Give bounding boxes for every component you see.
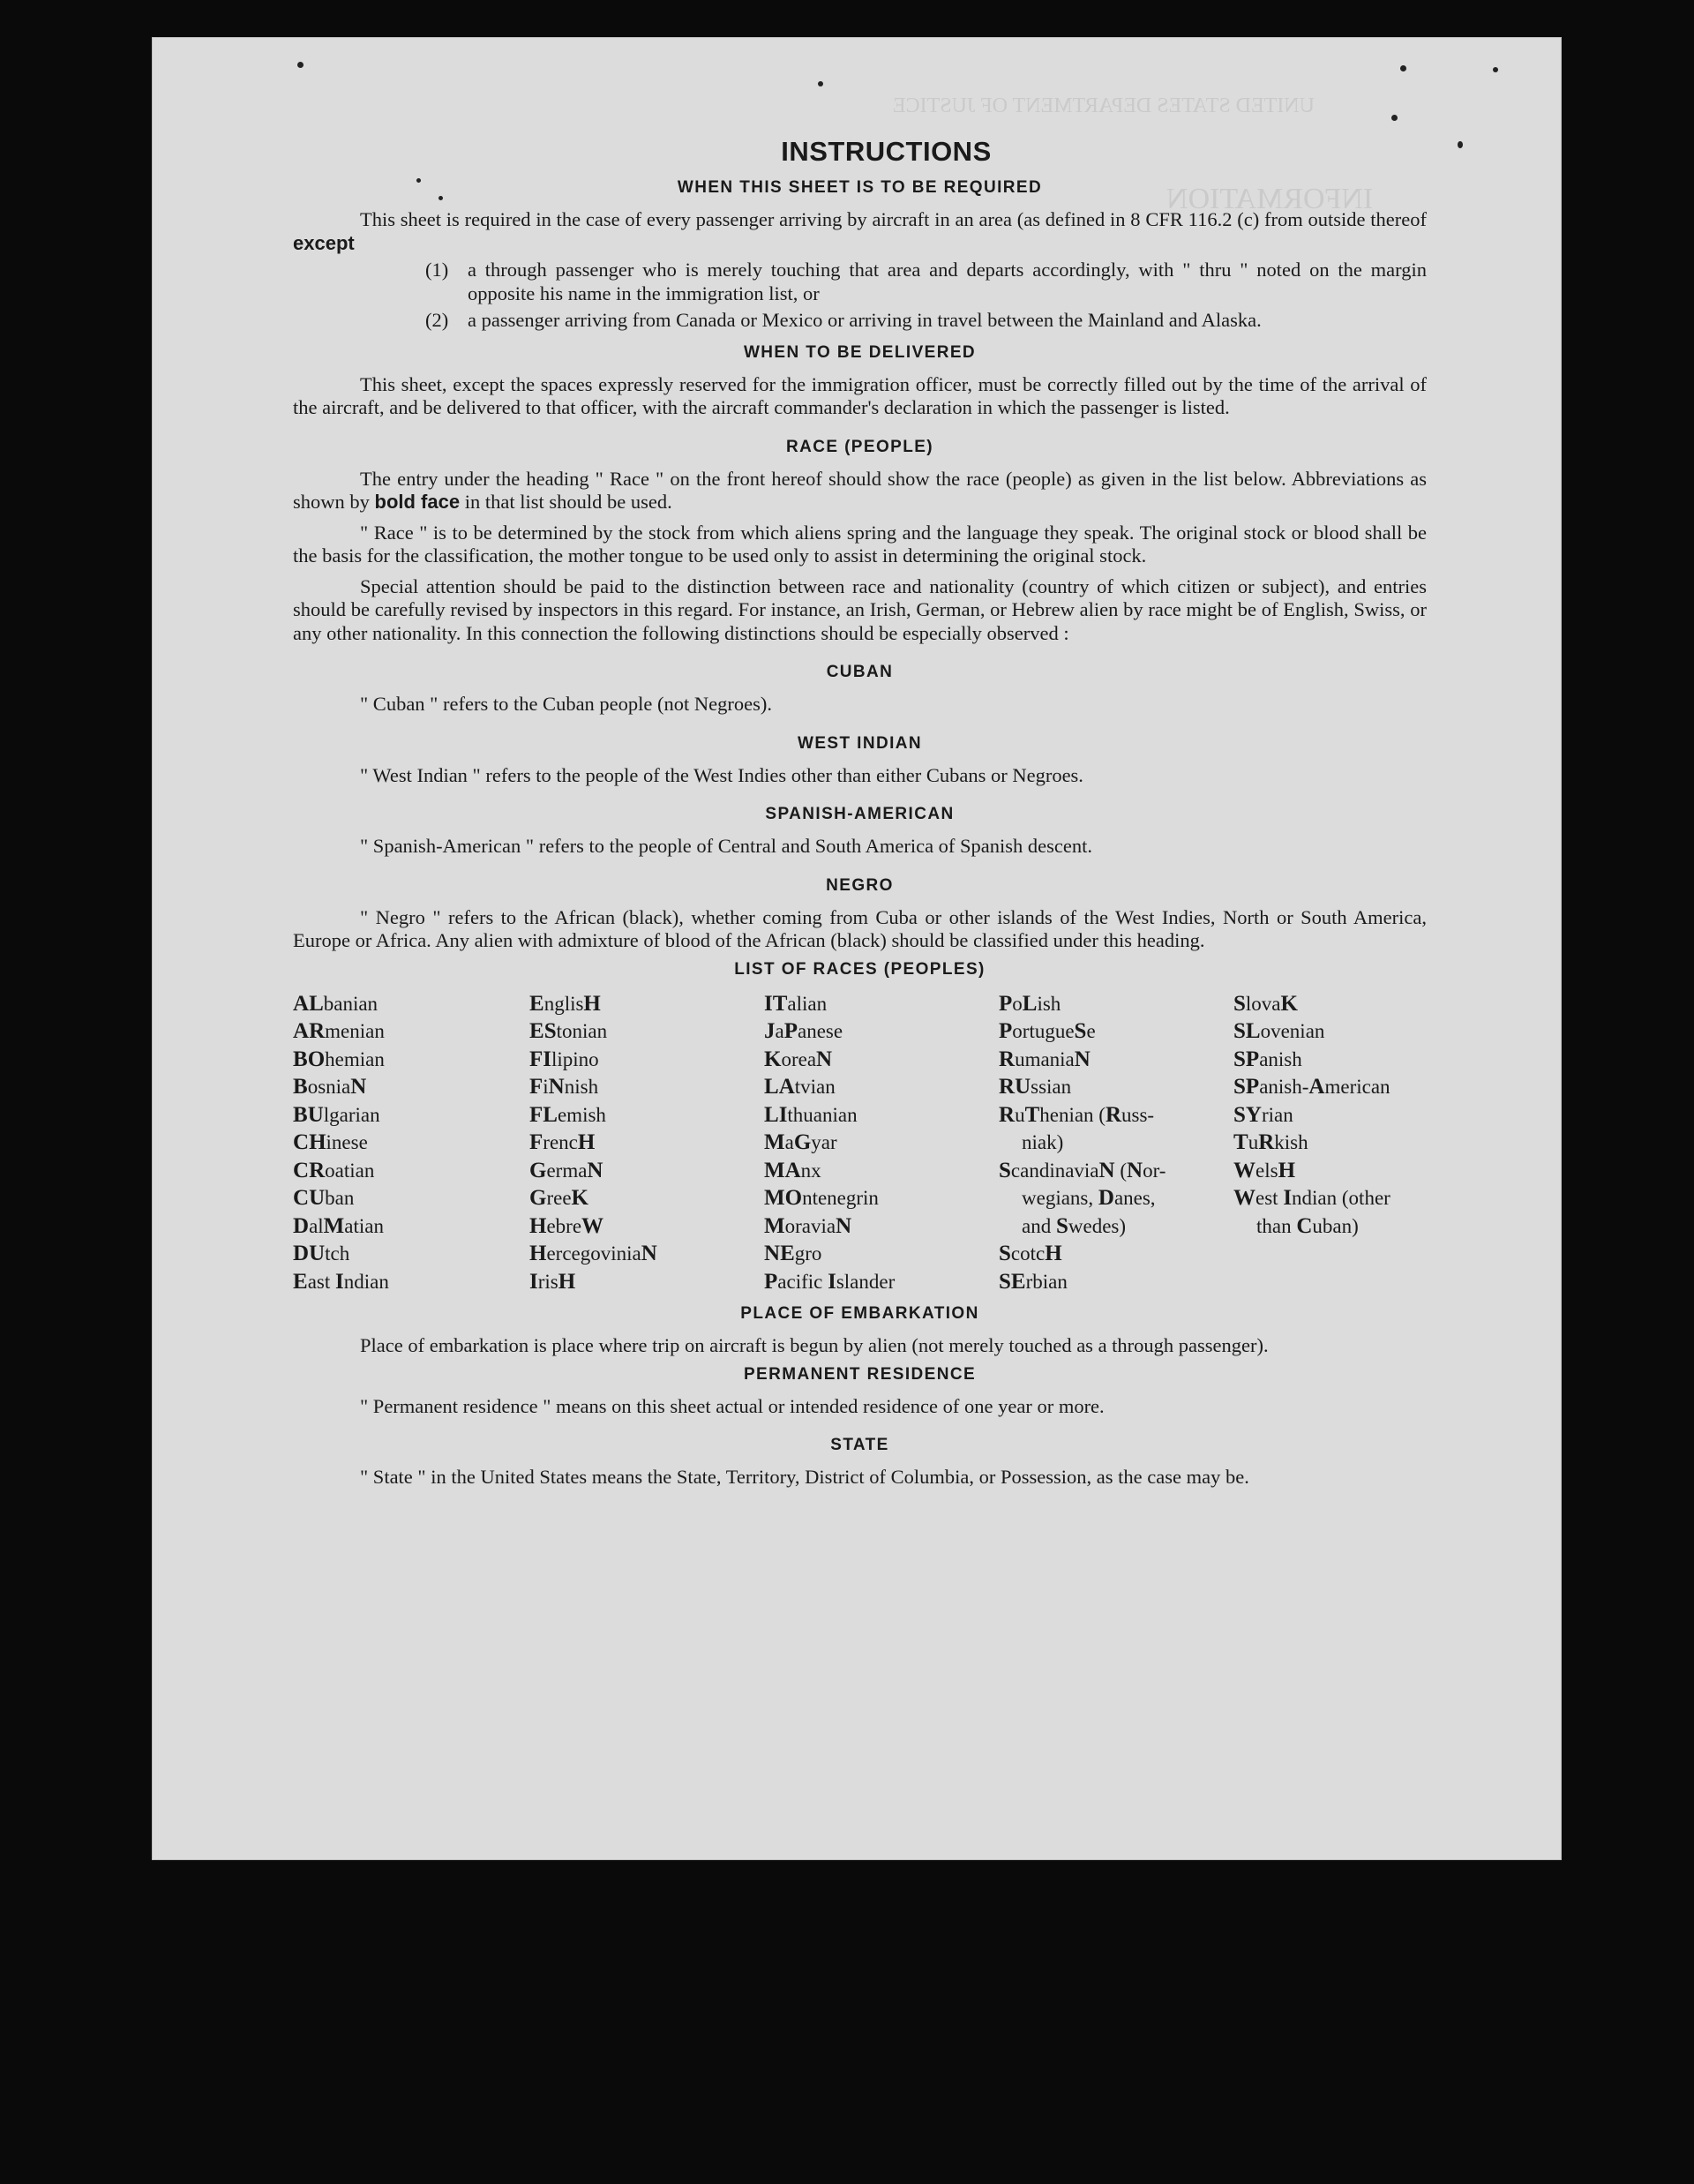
heading-state: STATE <box>830 1436 889 1454</box>
instructions-content <box>293 136 1427 1490</box>
race-paragraph-1 <box>293 468 1427 514</box>
race-paragraph-3: Special attention should be paid to the distinction between race and nationality (country of which citizen or subject), and entries should be carefully revised by inspectors in this regard. For instance, an Irish, German, or Hebrew alien by race might be of English, Swiss, or any other nationality. In this connection the following distinctions should be especially observed : <box>293 574 1427 644</box>
heading-spanish-american: SPANISH-AMERICAN <box>765 805 955 823</box>
state-text: " State " in the United States means the State, Territory, District of Columbia, or Possession, as the case may be. <box>360 1466 1249 1488</box>
race-entry: PoLish <box>999 991 1061 1016</box>
race-entry: wegians, Danes, <box>1022 1186 1156 1210</box>
race-entry: TuRkish <box>1233 1130 1308 1154</box>
race-entry: FIlipino <box>529 1047 599 1071</box>
race-entry: Pacific Islander <box>764 1269 896 1294</box>
race-entry: CUban <box>293 1186 355 1210</box>
page-title: INSTRUCTIONS <box>781 136 992 167</box>
delivered-text: This sheet, except the spaces expressly reserved for the immigration officer, must be correctly filled out by the time of the arrival of the aircraft, and be delivered to that officer, with the aircraft commander's declaration in which the passenger is listed. <box>293 372 1427 418</box>
race-entry: RUssian <box>999 1075 1072 1099</box>
race-entry: ScotcH <box>999 1242 1062 1265</box>
race-entry: DalMatian <box>293 1213 384 1238</box>
race-entry: IrisH <box>529 1269 576 1294</box>
race-entry: RuThenian (Russ- <box>999 1102 1155 1127</box>
race-entry: GermaN <box>529 1158 603 1182</box>
race-p1-text: The entry under the heading " Race " on the front hereof should show the race (people) as given in the list below. Abbreviations as shown by <box>293 467 1427 513</box>
races-column <box>764 990 999 1296</box>
race-entry: DUtch <box>293 1242 350 1265</box>
race-entry: SPanish-American <box>1233 1075 1390 1099</box>
heading-cuban: CUBAN <box>826 663 894 681</box>
race-entry: LAtvian <box>764 1075 836 1099</box>
race-entry: ScandinaviaN (Nor- <box>999 1158 1166 1182</box>
required-intro-text: This sheet is required in the case of every passenger arriving by aircraft in an area (as defined in 8 CFR 116.2 (c) from outside thereof <box>360 208 1427 230</box>
race-entry: HebreW <box>529 1213 604 1238</box>
required-intro-bold: except <box>293 231 355 254</box>
race-entry: FrencH <box>529 1130 596 1154</box>
list-item-number: (1) <box>425 259 449 281</box>
cuban-text: " Cuban " refers to the Cuban people (not Negroes). <box>360 693 772 715</box>
race-entry: SYrian <box>1233 1102 1293 1127</box>
race-entry: SErbian <box>999 1269 1068 1294</box>
list-item-text: a passenger arriving from Canada or Mexico or arriving in travel between the Mainland and Alaska. <box>468 309 1262 331</box>
speck-mark <box>1493 67 1498 72</box>
race-p1-bold: bold face <box>374 491 461 513</box>
races-table <box>293 990 1427 1296</box>
speck-mark <box>1458 141 1463 148</box>
race-entry: BUlgarian <box>293 1102 380 1127</box>
race-entry: niak) <box>1022 1131 1064 1153</box>
races-column <box>529 990 764 1296</box>
race-entry: EStonian <box>529 1019 608 1043</box>
race-entry: FiNnish <box>529 1075 599 1099</box>
race-entry: ITalian <box>764 991 828 1016</box>
races-column <box>293 990 529 1296</box>
heading-negro: NEGRO <box>826 875 894 895</box>
race-entry: and Swedes) <box>1022 1213 1127 1238</box>
heading-when-delivered: WHEN TO BE DELIVERED <box>743 342 977 362</box>
residence-text: " Permanent residence " means on this sheet actual or intended residence of one year or more. <box>360 1394 1105 1417</box>
race-entry: BOhemian <box>293 1047 385 1071</box>
heading-list-of-races: LIST OF RACES (PEOPLES) <box>734 959 986 979</box>
races-column <box>1233 990 1428 1296</box>
race-entry: East Indian <box>293 1269 389 1294</box>
race-entry: FLemish <box>529 1102 606 1127</box>
embarkation-text: Place of embarkation is place where trip on aircraft is begun by alien (not merely touched as a through passenger). <box>360 1334 1269 1356</box>
race-entry: EnglisH <box>529 991 601 1016</box>
race-entry: CHinese <box>293 1130 368 1154</box>
race-entry: LIthuanian <box>764 1102 858 1127</box>
race-entry: KoreaN <box>764 1047 833 1071</box>
race-paragraph-2: " Race " is to be determined by the stock from which aliens spring and the language they speak. The original stock or blood shall be the basis for the classification, the mother tongue to be used only to assist in determining the original stock. <box>293 521 1427 567</box>
heading-embarkation: PLACE OF EMBARKATION <box>740 1304 979 1323</box>
speck-mark <box>1400 65 1406 71</box>
heading-west-indian: WEST INDIAN <box>797 733 922 753</box>
race-entry: NEgro <box>764 1242 822 1265</box>
bleed-through-text: UNITED STATES DEPARTMENT OF JUSTICE <box>893 94 1315 117</box>
list-item <box>425 309 1427 333</box>
list-item-text: a through passenger who is merely touching that area and departs accordingly, with " thru " noted on the margin opposite his name in the immigration list, or <box>468 259 1427 304</box>
race-entry: MoraviaN <box>764 1213 852 1238</box>
race-entry: SLovenian <box>1233 1019 1325 1043</box>
list-item <box>425 259 1427 305</box>
race-entry: ARmenian <box>293 1019 385 1043</box>
race-entry: ALbanian <box>293 991 379 1016</box>
race-entry: GreeK <box>529 1186 588 1210</box>
race-entry: than Cuban) <box>1256 1213 1359 1238</box>
list-item-number: (2) <box>425 309 449 331</box>
negro-text: " Negro " refers to the African (black), whether coming from Cuba or other islands of the West Indies, North or South America, Europe or Africa. Any alien with admixture of blood of the African (black) should be classified under this heading. <box>293 905 1427 951</box>
races-column <box>999 990 1233 1296</box>
speck-mark <box>1391 115 1398 121</box>
heading-permanent-residence: PERMANENT RESIDENCE <box>743 1364 977 1384</box>
race-entry: MOntenegrin <box>764 1186 879 1210</box>
race-entry: SlovaK <box>1233 991 1298 1016</box>
race-entry: JaPanese <box>764 1019 843 1043</box>
race-entry: MaGyar <box>764 1130 837 1154</box>
heading-when-required: WHEN THIS SHEET IS TO BE REQUIRED <box>677 178 1043 197</box>
race-entry: HercegoviniaN <box>529 1242 657 1265</box>
document-sheet <box>152 37 1562 1860</box>
race-entry: CRoatian <box>293 1158 375 1182</box>
required-intro <box>293 208 1427 255</box>
race-entry: BosniaN <box>293 1075 367 1099</box>
race-entry: MAnx <box>764 1158 821 1182</box>
spanish-american-text: " Spanish-American " refers to the people of Central and South America of Spanish descent. <box>360 835 1093 857</box>
bleed-through-text: INFORMATION <box>1166 183 1374 215</box>
race-entry: PortugueSe <box>999 1019 1096 1043</box>
race-p1-text-end: in that list should be used. <box>464 491 672 513</box>
speck-mark <box>818 81 823 86</box>
race-entry: West Indian (other <box>1233 1186 1390 1210</box>
west-indian-text: " West Indian " refers to the people of the West Indies other than either Cubans or Negroes. <box>360 763 1083 786</box>
race-entry: WelsH <box>1233 1158 1296 1182</box>
speck-mark <box>297 62 304 68</box>
race-entry: RumaniaN <box>999 1047 1091 1071</box>
race-entry: SPanish <box>1233 1047 1302 1071</box>
heading-race: RACE (PEOPLE) <box>785 437 934 456</box>
